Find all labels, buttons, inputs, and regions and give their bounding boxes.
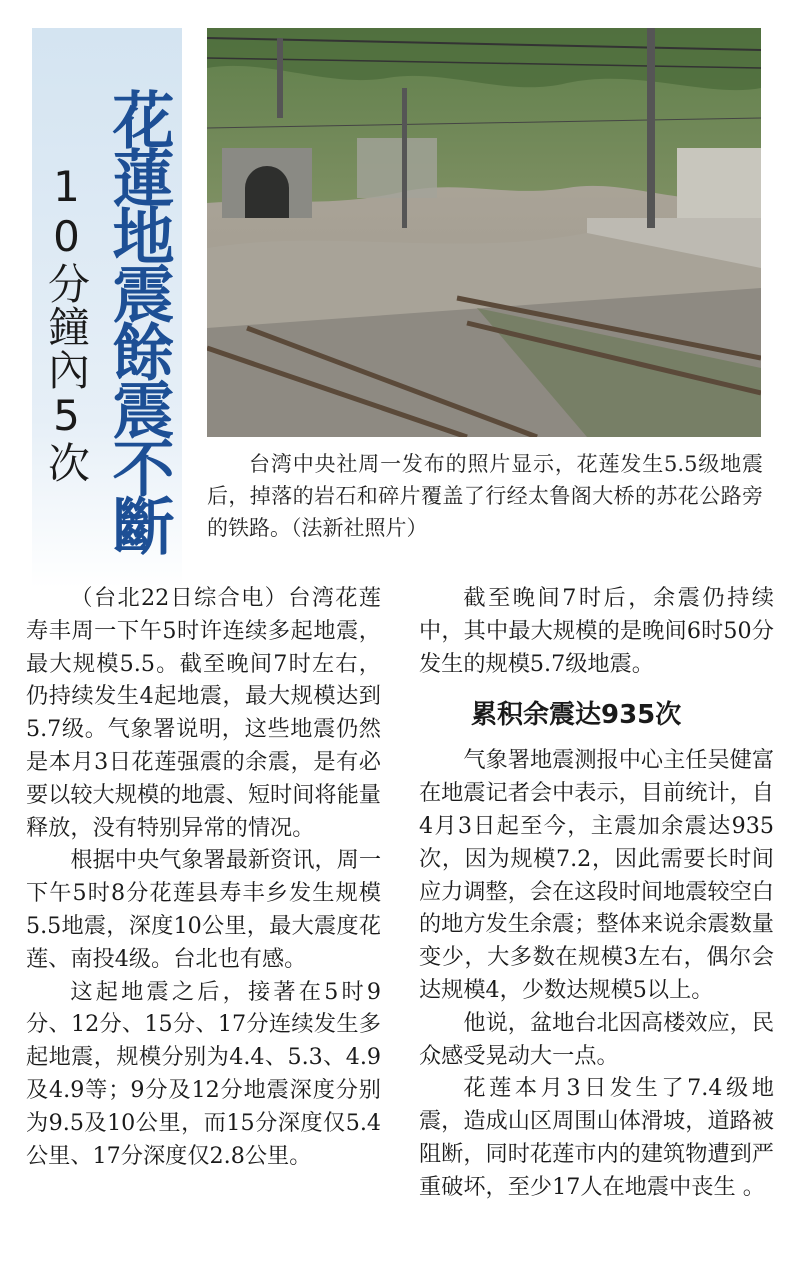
headline-title: 花蓮地震餘震不斷 — [102, 88, 175, 552]
photo-caption-text: 台湾中央社周一发布的照片显示，花莲发生5.5级地震后，掉落的岩石和碎片覆盖了行经太鲁阁大桥的苏花公路旁的铁路。（法新社照片） — [207, 452, 763, 540]
photo-caption — [207, 448, 763, 544]
article-paragraph: 他说，盆地台北因高楼效应，民众感受晃动大一点。 — [419, 1009, 775, 1069]
article-paragraph: 这起地震之后，接著在5时9分、12分、15分、17分连续发生多起地震，规模分别为4.4、5.3、4.9及4.9等；9分及12分地震深度分别为9.5及10公里，而15分深度仅5.4公里、17分深度仅2.8公里。 — [26, 978, 381, 1169]
article-paragraph: 气象署地震测报中心主任吴健富在地震记者会中表示，目前统计，自4月3日起至今，主震加余震达935次，因为规模7.2，因此需要长时间应力调整，会在这段时间地震较空白的地方发生余震；整体来说余震数量变少，大多数在规模3左右，偶尔会达规模4，少数达规模5以上。 — [419, 747, 775, 1003]
article-column-right — [419, 582, 774, 1204]
article-paragraph: 根据中央气象署最新资讯，周一下午5时8分花莲县寿丰乡发生规模5.5地震，深度10公里，最大震度花莲、南投4级。台北也有感。 — [26, 847, 382, 972]
article-paragraph: （台北22日综合电）台湾花莲寿丰周一下午5时许连续多起地震，最大规模5.5。截至晚间7时左右，仍持续发生4起地震，最大规模达到5.7级。气象署说明，这些地震仍然是本月3日花莲强震的余震，是有必要以较大规模的地震、短时间将能量释放，没有特别异常的情况。 — [26, 585, 381, 841]
article-subheading: 累积余震达935次 — [471, 700, 682, 731]
article-paragraph: 截至晚间7时后，余震仍持续中，其中最大规模的是晚间6时50分发生的规模5.7级地震。 — [419, 585, 774, 677]
article-column-left — [26, 582, 381, 1172]
article-paragraph: 花莲本月3日发生了7.4级地震，造成山区周围山体滑坡，道路被阻断，同时花莲市内的建筑物遭到严重破坏，至少17人在地震中丧生 。 — [419, 1075, 774, 1200]
headline-subtitle: 10分鐘內5次 — [42, 162, 91, 484]
news-photo — [207, 28, 761, 437]
